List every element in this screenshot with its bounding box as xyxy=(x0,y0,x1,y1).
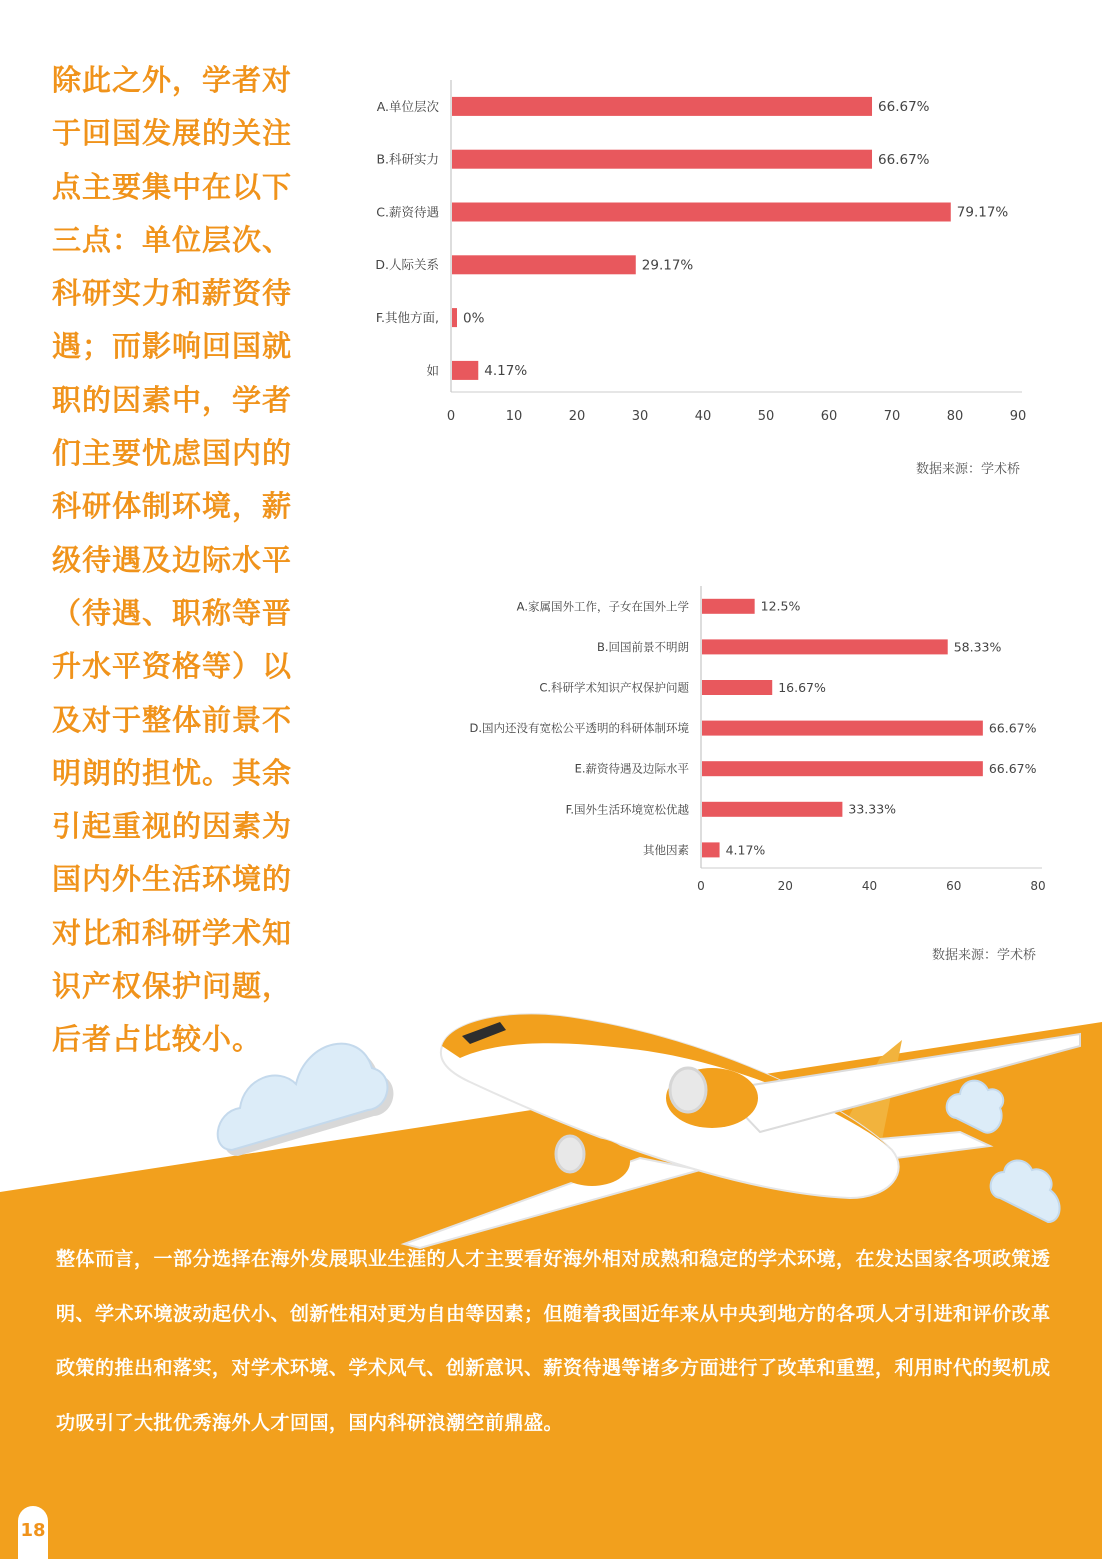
value-label: 0% xyxy=(463,310,485,327)
category-label: F.国外生活环境宽松优越 xyxy=(565,802,689,817)
x-tick-label: 0 xyxy=(697,879,705,893)
chart-source-2: 数据来源：学术桥 xyxy=(932,948,1037,963)
value-label: 12.5% xyxy=(760,598,801,614)
bar xyxy=(702,842,720,857)
category-label: 其他因素 xyxy=(643,842,689,857)
value-label: 29.17% xyxy=(641,257,694,274)
bar xyxy=(702,802,842,817)
bar xyxy=(452,255,636,274)
category-label: D.国内还没有宽松公平透明的科研体制环境 xyxy=(469,721,689,736)
value-label: 4.17% xyxy=(484,363,528,380)
category-label: E.薪资待遇及边际水平 xyxy=(574,761,689,776)
bar xyxy=(702,721,983,736)
chart-source-1: 数据来源：学术桥 xyxy=(916,462,1021,477)
bar xyxy=(702,599,755,614)
value-label: 66.67% xyxy=(878,151,930,168)
x-tick-label: 90 xyxy=(1009,409,1027,424)
x-tick-label: 20 xyxy=(777,879,793,893)
category-label: A.单位层次 xyxy=(376,98,439,114)
category-label: B.回国前景不明朗 xyxy=(596,639,689,654)
value-label: 16.67% xyxy=(778,679,826,695)
summary-paragraph: 整体而言，一部分选择在海外发展职业生涯的人才主要看好海外相对成熟和稳定的学术环境，在发达国家各项政策透明、学术环境波动起伏小、创新性相对更为自由等因素；但随着我国近年来从中央到地方的各项人才引进和评价改革政策的推出和落实，对学术环境、学术风气、创新意识、薪资待遇等诸多方面进行了改革和重塑，利用时代的契机成功吸引了大批优秀海外人才回国，国内科研浪潮空前鼎盛。 xyxy=(56,1248,1051,1434)
category-label: A.家属国外工作，子女在国外上学 xyxy=(516,599,689,614)
category-label: 如 xyxy=(426,362,439,378)
value-label: 66.67% xyxy=(988,761,1037,777)
category-label: C.科研学术知识产权保护问题 xyxy=(539,680,689,695)
value-label: 4.17% xyxy=(725,842,766,858)
category-label: D.人际关系 xyxy=(375,257,439,273)
x-tick-label: 70 xyxy=(883,409,901,424)
bar xyxy=(452,308,457,327)
value-label: 58.33% xyxy=(953,639,1002,655)
chart-return-concerns xyxy=(0,70,1102,440)
value-label: 79.17% xyxy=(956,204,1009,221)
page-number: 18 xyxy=(20,1520,46,1541)
x-tick-label: 10 xyxy=(505,409,523,424)
value-label: 66.67% xyxy=(988,720,1037,736)
category-label: B.科研实力 xyxy=(376,151,439,167)
bar xyxy=(702,761,983,776)
bar xyxy=(702,680,772,695)
bar xyxy=(452,97,872,116)
value-label: 33.33% xyxy=(848,801,897,817)
x-tick-label: 50 xyxy=(757,409,775,424)
bar xyxy=(702,639,948,654)
category-label: C.薪资待遇 xyxy=(376,204,439,220)
bar xyxy=(452,203,951,222)
x-tick-label: 80 xyxy=(1030,879,1046,893)
bar xyxy=(452,361,478,380)
category-label: F.其他方面, xyxy=(375,309,439,325)
x-tick-label: 60 xyxy=(820,409,838,424)
bar xyxy=(452,150,872,169)
x-tick-label: 0 xyxy=(446,409,456,424)
chart-return-worries xyxy=(0,582,1102,902)
x-tick-label: 20 xyxy=(568,409,586,424)
x-tick-label: 30 xyxy=(631,409,649,424)
x-tick-label: 40 xyxy=(694,409,712,424)
x-tick-label: 40 xyxy=(861,879,878,893)
intro-paragraph: 除此之外，学者对于回国发展的关注点主要集中在以下三点：单位层次、科研实力和薪资待遇；而影响回国就职的因素中，学者们主要忧虑国内的科研体制环境，薪级待遇及边际水平（待遇、职称等晋升水平资格等）以及对于整体前景不明朗的担忧。其余引起重视的因素为国内外生活环境的对比和科研学术知识产权保护问题，后者占比较小。 xyxy=(52,63,293,1057)
x-tick-label: 80 xyxy=(946,409,964,424)
value-label: 66.67% xyxy=(878,99,930,116)
x-tick-label: 60 xyxy=(946,879,962,893)
